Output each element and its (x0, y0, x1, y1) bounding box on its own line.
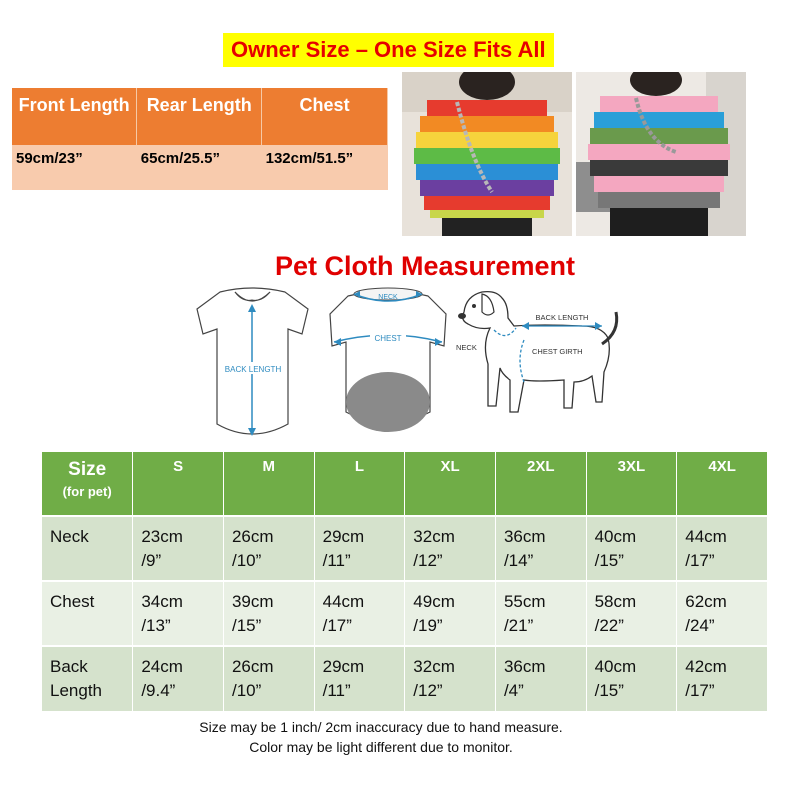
size-header (42, 452, 133, 516)
table-cell: 34cm /13” (133, 581, 224, 646)
front-length-header: Front Length (12, 88, 137, 145)
note-line-1: Size may be 1 inch/ 2cm inaccuracy due to hand measure. (199, 719, 563, 735)
size-header-sub: (for pet) (62, 484, 112, 499)
table-cell: 32cm /12” (405, 646, 496, 711)
rear-length-header: Rear Length (137, 88, 262, 145)
chest-value: 132cm/51.5” (262, 145, 388, 190)
table-cell: 23cm /9” (133, 516, 224, 581)
front-length-value: 59cm/23” (12, 145, 137, 190)
owner-photo-rainbow-sweater (402, 72, 572, 236)
size-2xl-header: 2XL (495, 452, 586, 516)
shirt-chest-diagram (326, 284, 451, 444)
owner-photo-pastel-sweater (576, 72, 746, 236)
size-header-main: Size (68, 459, 107, 480)
table-cell: 36cm /4” (495, 646, 586, 711)
table-cell: 44cm /17” (677, 516, 768, 581)
table-cell: 29cm /11” (314, 646, 405, 711)
size-xl-header: XL (405, 452, 496, 516)
chest-girth-label: CHEST GIRTH (532, 347, 583, 356)
dog-measurement-diagram (452, 284, 627, 444)
size-m-header: M (223, 452, 314, 516)
pet-size-table (42, 452, 768, 711)
table-cell: 39cm /15” (223, 581, 314, 646)
size-l-header: L (314, 452, 405, 516)
table-cell: 26cm /10” (223, 646, 314, 711)
table-cell: 26cm /10” (223, 516, 314, 581)
size-4xl-header: 4XL (677, 452, 768, 516)
table-cell: 49cm /19” (405, 581, 496, 646)
neck-row (42, 516, 768, 581)
back-length-row (42, 646, 768, 711)
owner-size-title: Owner Size – One Size Fits All (223, 33, 554, 67)
size-header-row (42, 452, 768, 516)
size-3xl-header: 3XL (586, 452, 677, 516)
dog-back-length-label: BACK LENGTH (535, 313, 589, 322)
dog-neck-label: NECK (456, 343, 477, 352)
footnote (0, 717, 778, 757)
table-cell: 36cm /14” (495, 516, 586, 581)
chest-label: CHEST (374, 334, 402, 343)
chest-row (42, 581, 768, 646)
owner-size-table (12, 88, 388, 190)
table-cell: 40cm /15” (586, 516, 677, 581)
table-cell: 40cm /15” (586, 646, 677, 711)
table-cell: 24cm /9.4” (133, 646, 224, 711)
shirt-back-diagram (190, 284, 315, 444)
table-cell: 58cm /22” (586, 581, 677, 646)
pet-cloth-measurement-title: Pet Cloth Measurement (274, 251, 576, 281)
row-label: Back Length (42, 646, 133, 711)
table-cell: 55cm /21” (495, 581, 586, 646)
chest-header: Chest (262, 88, 388, 145)
rear-length-value: 65cm/25.5” (137, 145, 262, 190)
size-s-header: S (133, 452, 224, 516)
row-label: Chest (42, 581, 133, 646)
table-cell: 32cm /12” (405, 516, 496, 581)
table-cell: 44cm /17” (314, 581, 405, 646)
back-length-label: BACK LENGTH (224, 365, 282, 374)
neck-label: NECK (378, 294, 398, 301)
table-cell: 42cm /17” (677, 646, 768, 711)
table-cell: 62cm /24” (677, 581, 768, 646)
table-cell: 29cm /11” (314, 516, 405, 581)
row-label: Neck (42, 516, 133, 581)
note-line-2: Color may be light different due to monitor. (249, 739, 513, 755)
